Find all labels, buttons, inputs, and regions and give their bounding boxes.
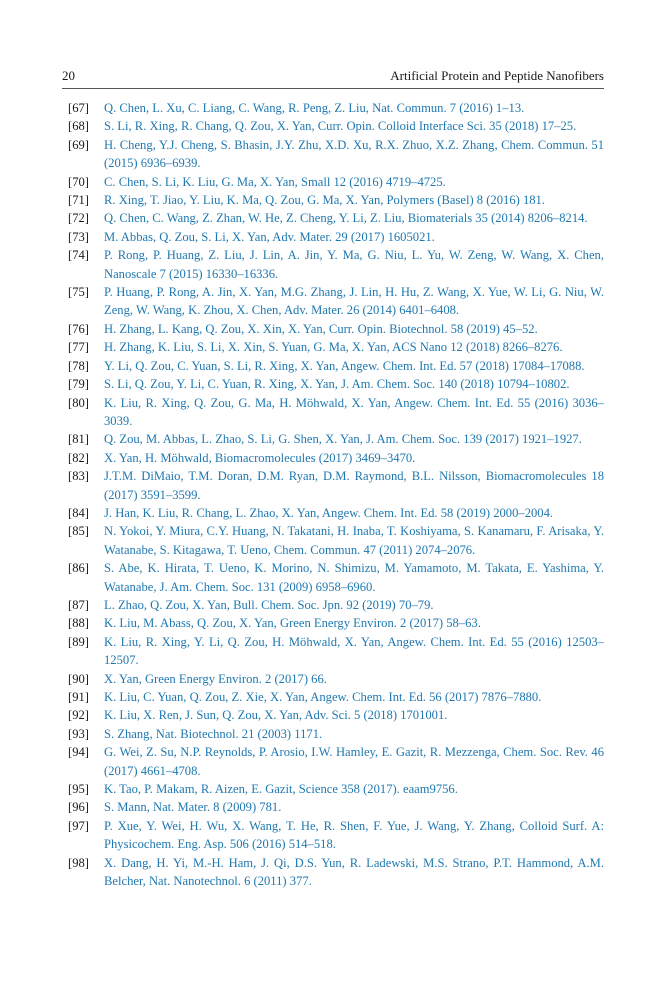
reference-link[interactable]: Q. Chen, L. Xu, C. Liang, C. Wang, R. Peng, Z. Liu, Nat. Commun. 7 (2016) 1–13. <box>104 101 525 115</box>
reference-link[interactable]: S. Abe, K. Hirata, T. Ueno, K. Morino, N. Shimizu, M. Yamamoto, M. Takata, E. Yashima, Y. Watanabe, J. Am. Chem. Soc. 131 (2009) 6958–6960. <box>104 561 604 594</box>
reference-number: [81] <box>68 432 89 447</box>
reference-item <box>62 817 604 854</box>
reference-number: [96] <box>68 800 89 815</box>
reference-number: [77] <box>68 340 89 355</box>
reference-item <box>62 504 604 522</box>
reference-item <box>62 283 604 320</box>
reference-item <box>62 633 604 670</box>
reference-item <box>62 99 604 117</box>
reference-link[interactable]: P. Rong, P. Huang, Z. Liu, J. Lin, A. Jin, Y. Ma, G. Niu, L. Yu, W. Zeng, W. Wang, X. Chen, Nanoscale 7 (2015) 16330–16336. <box>104 248 604 281</box>
reference-link[interactable]: P. Huang, P. Rong, A. Jin, X. Yan, M.G. Zhang, J. Lin, H. Hu, Z. Wang, X. Yue, W. Li, G. Niu, W. Zeng, W. Wang, K. Zhou, X. Chen, Adv. Mater. 26 (2014) 6401–6408. <box>104 285 604 318</box>
reference-link[interactable]: X. Dang, H. Yi, M.-H. Ham, J. Qi, D.S. Yun, R. Ladewski, M.S. Strano, P.T. Hammond, A.M. Belcher, Nat. Nanotechnol. 6 (2011) 377. <box>104 855 604 889</box>
reference-item <box>62 394 604 431</box>
header-rule <box>62 88 604 89</box>
reference-number: [76] <box>68 321 89 336</box>
reference-number: [70] <box>68 174 89 189</box>
reference-link[interactable]: H. Zhang, K. Liu, S. Li, X. Xin, S. Yuan, G. Ma, X. Yan, ACS Nano 12 (2018) 8266–8276. <box>104 340 563 355</box>
reference-number: [80] <box>68 395 89 410</box>
reference-number: [85] <box>68 524 89 539</box>
reference-item <box>62 449 604 467</box>
reference-link[interactable]: R. Xing, T. Jiao, Y. Liu, K. Ma, Q. Zou, G. Ma, X. Yan, Polymers (Basel) 8 (2016) 181. <box>104 193 545 208</box>
reference-link[interactable]: S. Zhang, Nat. Biotechnol. 21 (2003) 1171. <box>104 726 323 741</box>
reference-number: [73] <box>68 229 89 244</box>
page-number: 20 <box>62 68 75 83</box>
reference-item <box>62 743 604 780</box>
reference-number: [67] <box>68 101 89 115</box>
reference-link[interactable]: L. Zhao, Q. Zou, X. Yan, Bull. Chem. Soc. Jpn. 92 (2019) 70–79. <box>104 597 434 612</box>
reference-number: [94] <box>68 745 89 760</box>
reference-link[interactable]: K. Liu, M. Abass, Q. Zou, X. Yan, Green Energy Environ. 2 (2017) 58–63. <box>104 616 481 631</box>
reference-link[interactable]: K. Tao, P. Makam, R. Aizen, E. Gazit, Science 358 (2017). eaam9756. <box>104 782 458 797</box>
reference-link[interactable]: K. Liu, R. Xing, Y. Li, Q. Zou, H. Möhwald, X. Yan, Angew. Chem. Int. Ed. 55 (2016) 12503–12507. <box>104 634 604 668</box>
reference-item <box>62 246 604 283</box>
reference-link[interactable]: J. Han, K. Liu, R. Chang, L. Zhao, X. Yan, Angew. Chem. Int. Ed. 58 (2019) 2000–2004. <box>104 505 554 520</box>
reference-item <box>62 596 604 614</box>
reference-link[interactable]: P. Xue, Y. Wei, H. Wu, X. Wang, T. He, R. Shen, F. Yue, J. Wang, Y. Zhang, Colloid Surf. A: Physicochem. Eng. Asp. 506 (2016) 514–518. <box>104 818 604 852</box>
reference-list <box>62 99 604 890</box>
reference-link[interactable]: S. Mann, Nat. Mater. 8 (2009) 781. <box>104 800 282 815</box>
reference-number: [68] <box>68 119 89 134</box>
reference-number: [75] <box>68 285 89 300</box>
reference-link[interactable]: S. Li, R. Xing, R. Chang, Q. Zou, X. Yan, Curr. Opin. Colloid Interface Sci. 35 (2018) 17–25. <box>104 119 577 134</box>
reference-item <box>62 670 604 688</box>
reference-item <box>62 467 604 504</box>
reference-item <box>62 375 604 393</box>
reference-link[interactable]: M. Abbas, Q. Zou, S. Li, X. Yan, Adv. Mater. 29 (2017) 1605021. <box>104 229 435 244</box>
reference-number: [95] <box>68 782 89 797</box>
reference-link[interactable]: K. Liu, R. Xing, Q. Zou, G. Ma, H. Möhwald, X. Yan, Angew. Chem. Int. Ed. 55 (2016) 3036–3039. <box>104 395 604 428</box>
reference-link[interactable]: C. Chen, S. Li, K. Liu, G. Ma, X. Yan, Small 12 (2016) 4719–4725. <box>104 174 446 189</box>
reference-link[interactable]: G. Wei, Z. Su, N.P. Reynolds, P. Arosio, I.W. Hamley, E. Gazit, R. Mezzenga, Chem. Soc. Rev. 46 (2017) 4661–4708. <box>104 745 604 778</box>
reference-item <box>62 191 604 209</box>
reference-link[interactable]: H. Zhang, L. Kang, Q. Zou, X. Xin, X. Yan, Curr. Opin. Biotechnol. 58 (2019) 45–52. <box>104 321 538 336</box>
reference-number: [98] <box>68 855 89 870</box>
reference-number: [89] <box>68 634 89 649</box>
reference-link[interactable]: H. Cheng, Y.J. Cheng, S. Bhasin, J.Y. Zhu, X.D. Xu, R.X. Zhuo, X.Z. Zhang, Chem. Commun. 51 (2015) 6936–6939. <box>104 137 604 171</box>
reference-item <box>62 706 604 724</box>
reference-number: [84] <box>68 505 89 520</box>
running-title: Artificial Protein and Peptide Nanofibers <box>390 68 604 83</box>
reference-item <box>62 430 604 448</box>
reference-number: [74] <box>68 248 89 263</box>
reference-item <box>62 173 604 191</box>
reference-number: [87] <box>68 597 89 612</box>
reference-number: [71] <box>68 193 89 208</box>
reference-item <box>62 209 604 227</box>
reference-item <box>62 117 604 135</box>
reference-number: [91] <box>68 690 89 704</box>
reference-item <box>62 357 604 375</box>
reference-item <box>62 228 604 246</box>
reference-item <box>62 725 604 743</box>
page-header <box>62 66 604 86</box>
reference-link[interactable]: X. Yan, Green Energy Environ. 2 (2017) 66. <box>104 671 327 686</box>
reference-number: [90] <box>68 671 89 686</box>
reference-number: [83] <box>68 469 89 484</box>
reference-link[interactable]: X. Yan, H. Möhwald, Biomacromolecules (2017) 3469–3470. <box>104 450 416 465</box>
reference-item <box>62 854 604 891</box>
reference-number: [78] <box>68 358 89 373</box>
reference-item <box>62 798 604 816</box>
reference-link[interactable]: K. Liu, X. Ren, J. Sun, Q. Zou, X. Yan, Adv. Sci. 5 (2018) 1701001. <box>104 708 448 723</box>
reference-link[interactable]: N. Yokoi, Y. Miura, C.Y. Huang, N. Takatani, H. Inaba, T. Koshiyama, S. Kanamaru, F. Arisaka, Y. Watanabe, S. Kitagawa, T. Ueno, Chem. Commun. 47 (2011) 2074–2076. <box>104 524 604 557</box>
reference-number: [92] <box>68 708 89 723</box>
reference-item <box>62 559 604 596</box>
reference-link[interactable]: Y. Li, Q. Zou, C. Yuan, S. Li, R. Xing, X. Yan, Angew. Chem. Int. Ed. 57 (2018) 17084–17088. <box>104 358 585 373</box>
reference-item <box>62 522 604 559</box>
reference-number: [72] <box>68 211 89 226</box>
reference-link[interactable]: K. Liu, C. Yuan, Q. Zou, Z. Xie, X. Yan, Angew. Chem. Int. Ed. 56 (2017) 7876–7880. <box>104 690 542 704</box>
reference-item <box>62 688 604 706</box>
reference-item <box>62 614 604 632</box>
reference-number: [93] <box>68 726 89 741</box>
reference-item <box>62 136 604 173</box>
reference-number: [86] <box>68 561 89 576</box>
reference-link[interactable]: J.T.M. DiMaio, T.M. Doran, D.M. Ryan, D.M. Raymond, B.L. Nilsson, Biomacromolecules 18 (2017) 3591–3599. <box>104 469 604 502</box>
reference-number: [69] <box>68 137 89 152</box>
reference-link[interactable]: S. Li, Q. Zou, Y. Li, C. Yuan, R. Xing, X. Yan, J. Am. Chem. Soc. 140 (2018) 10794–10802. <box>104 377 570 392</box>
reference-link[interactable]: Q. Chen, C. Wang, Z. Zhan, W. He, Z. Cheng, Y. Li, Z. Liu, Biomaterials 35 (2014) 8206–8214. <box>104 211 588 226</box>
reference-item <box>62 338 604 356</box>
reference-number: [88] <box>68 616 89 631</box>
reference-item <box>62 320 604 338</box>
reference-number: [79] <box>68 377 89 392</box>
reference-link[interactable]: Q. Zou, M. Abbas, L. Zhao, S. Li, G. Shen, X. Yan, J. Am. Chem. Soc. 139 (2017) 1921–1927. <box>104 432 582 447</box>
reference-number: [82] <box>68 450 89 465</box>
reference-item <box>62 780 604 798</box>
reference-number: [97] <box>68 818 89 833</box>
